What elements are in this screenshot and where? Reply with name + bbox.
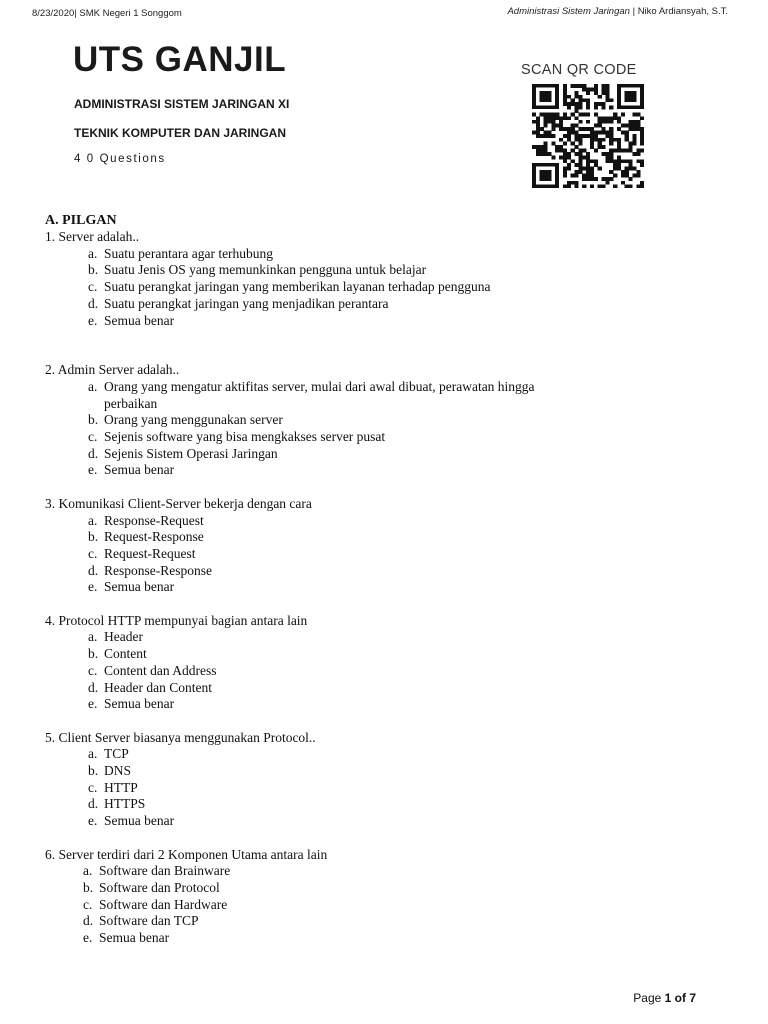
option-list [45,246,725,330]
option-letter: b. [88,412,99,428]
option-item [83,897,725,914]
option-text: Sejenis Sistem Operasi Jaringan [104,445,278,461]
question-1 [45,229,725,329]
option-item [88,663,725,680]
option-text: Semua benar [104,696,175,712]
question-count: 4 0 Questions [74,153,166,165]
option-text: Suatu Jenis OS yang memunkinkan pengguna untuk belajar [104,262,427,278]
header-author: | Niko Ardiansyah, S.T. [629,6,728,17]
option-item [83,930,725,947]
option-item [83,863,725,880]
option-item [88,246,725,263]
option-letter: c. [88,279,98,295]
option-text: Software dan TCP [99,913,199,929]
option-list [45,746,725,830]
page-current: 1 [664,991,672,1005]
option-text: Software dan Brainware [99,863,231,879]
qr-modules [532,84,644,188]
qr-code-icon[interactable] [532,84,644,188]
option-letter: d. [83,913,94,929]
option-text: DNS [104,763,132,779]
option-text: Suatu perangkat jaringan yang menjadikan perantara [104,295,389,311]
option-text: TCP [104,746,129,762]
option-list [45,379,725,479]
question-stem: 2. Admin Server adalah.. [45,362,180,378]
option-item [88,296,725,313]
option-item [88,696,725,713]
option-item [88,579,725,596]
option-letter: a. [88,746,98,762]
option-item [88,646,725,663]
question-stem: 6. Server terdiri dari 2 Komponen Utama antara lain [45,846,328,862]
option-text: Orang yang menggunakan server [104,412,283,428]
header-date-school: 8/23/2020| SMK Negeri 1 Songgom [32,8,182,19]
option-text: Content [104,646,147,662]
exam-content [45,212,725,963]
option-letter: e. [88,312,98,328]
option-item [88,629,725,646]
option-item [83,913,725,930]
option-text: Sejenis software yang bisa mengkakses server pusat [104,429,386,445]
option-list [45,629,725,713]
page-label: Page [633,991,665,1005]
question-stem: 3. Komunikasi Client-Server bekerja dengan cara [45,495,312,511]
option-item [88,746,725,763]
option-letter: c. [88,779,98,795]
option-item [88,763,725,780]
option-letter: d. [88,562,99,578]
option-text: Semua benar [104,462,175,478]
option-letter: c. [83,896,93,912]
option-text: Software dan Hardware [99,896,228,912]
option-item [88,680,725,697]
option-item [83,880,725,897]
option-text: Software dan Protocol [99,879,220,895]
option-letter: b. [88,646,99,662]
option-text: Request-Response [104,529,204,545]
question-5 [45,730,725,830]
option-item [88,813,725,830]
page-total: 7 [689,991,696,1005]
option-text: Semua benar [104,312,175,328]
option-letter: b. [88,529,99,545]
option-letter: c. [88,662,98,678]
option-letter: d. [88,679,99,695]
option-text: HTTP [104,779,138,795]
option-text: Content dan Address [104,662,217,678]
option-item [88,429,725,446]
option-letter: d. [88,295,99,311]
option-text: Suatu perantara agar terhubung [104,245,274,261]
option-item [88,563,725,580]
option-letter: e. [88,462,98,478]
option-letter: a. [88,245,98,261]
option-text: Request-Request [104,545,196,561]
option-letter: a. [88,512,98,528]
option-list [45,513,725,597]
option-list [45,863,725,947]
question-stem: 4. Protocol HTTP mempunyai bagian antara lain [45,612,308,628]
question-2 [45,362,725,479]
option-item [88,446,725,463]
option-item [88,313,725,330]
question-6 [45,847,725,947]
option-item [88,513,725,530]
question-list [45,229,725,947]
exam-department: TEKNIK KOMPUTER DAN JARINGAN [74,126,287,140]
option-letter: a. [88,378,98,394]
page-number [633,991,696,1005]
option-item [88,379,725,412]
exam-subject: ADMINISTRASI SISTEM JARINGAN XI [74,97,290,111]
option-letter: a. [83,863,93,879]
option-item [88,462,725,479]
option-letter: e. [88,813,98,829]
scan-qr-label: SCAN QR CODE [521,62,637,78]
option-item [88,546,725,563]
option-text: Header dan Content [104,679,212,695]
option-letter: e. [83,930,93,946]
option-text: Semua benar [104,579,175,595]
option-letter: c. [88,429,98,445]
question-stem: 1. Server adalah.. [45,229,140,244]
question-4 [45,613,725,713]
option-item [88,529,725,546]
option-item [88,412,725,429]
header-subject: Administrasi Sistem Jaringan [507,6,630,17]
header-subject-author [507,6,728,17]
option-letter: a. [88,629,98,645]
option-letter: c. [88,545,98,561]
option-text: Semua benar [99,930,170,946]
option-text: Response-Response [104,562,212,578]
option-text: HTTPS [104,796,146,812]
option-letter: e. [88,579,98,595]
exam-title: UTS GANJIL [73,40,287,79]
option-text: Response-Request [104,512,204,528]
option-text: Semua benar [104,813,175,829]
option-item [88,796,725,813]
question-stem: 5. Client Server biasanya menggunakan Protocol.. [45,729,316,745]
option-text: Header [104,629,143,645]
section-title: A. PILGAN [45,213,117,228]
option-text: Orang yang mengatur aktifitas server, mulai dari awal dibuat, perawatan hingga perbaikan [104,378,535,411]
option-item [88,279,725,296]
option-item [88,780,725,797]
option-text: Suatu perangkat jaringan yang memberikan layanan terhadap pengguna [104,279,491,295]
option-item [88,262,725,279]
option-letter: b. [88,763,99,779]
option-letter: d. [88,445,99,461]
option-letter: b. [88,262,99,278]
option-letter: b. [83,879,94,895]
option-letter: d. [88,796,99,812]
question-3 [45,496,725,596]
option-letter: e. [88,696,98,712]
page-of: of [671,991,690,1005]
